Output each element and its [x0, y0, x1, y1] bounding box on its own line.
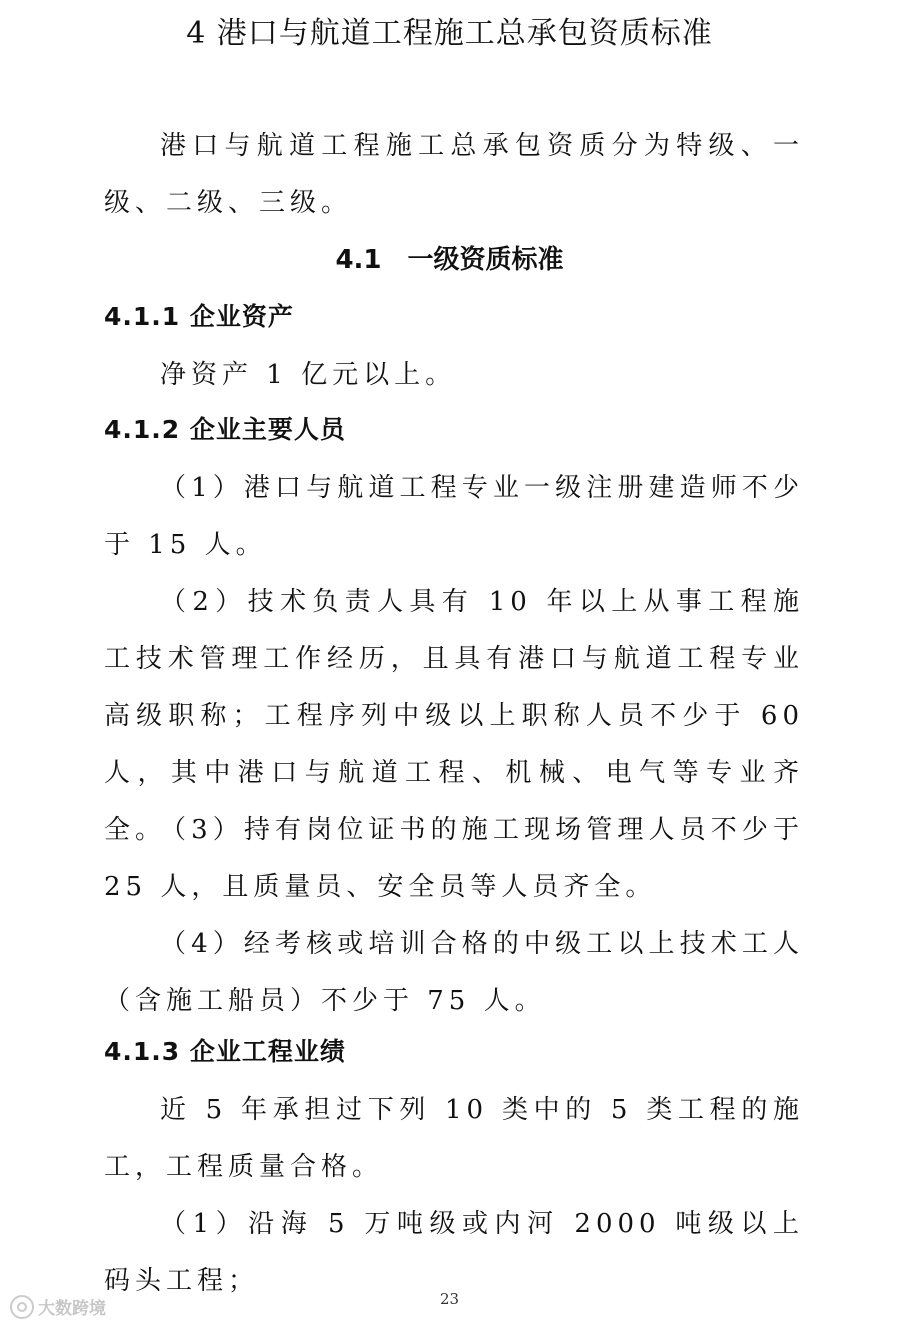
subsection-heading-4-1-2: 4.1.2 企业主要人员	[104, 415, 346, 444]
personnel-item-1: （1）港口与航道工程专业一级注册建造师不少于 15 人。	[104, 473, 804, 560]
subsection-heading-4-1-1: 4.1.1 企业资产	[104, 302, 294, 331]
section-heading-4-1: 4.1 一级资质标准	[335, 245, 564, 275]
watermark-text: 大数跨境	[38, 1299, 106, 1319]
document-title: 4 港口与航道工程施工总承包资质标准	[186, 16, 713, 51]
personnel-item-3: （3）持有岗位证书的施工现场管理人员不少于 25 人，且质量员、安全员等人员齐全。	[104, 815, 804, 902]
page-number: 23	[439, 1290, 460, 1308]
logo-swirl-icon	[10, 1295, 34, 1319]
subsection-heading-4-1-3: 4.1.3 企业工程业绩	[104, 1037, 346, 1066]
performance-paragraph: 近 5 年承担过下列 10 类中的 5 类工程的施工，工程质量合格。	[104, 1095, 804, 1182]
intro-paragraph: 港口与航道工程施工总承包资质分为特级、一级、二级、三级。	[104, 131, 804, 218]
watermark	[10, 1294, 106, 1319]
personnel-item-2: （2）技术负责人具有 10 年以上从事工程施工技术管理工作经历，且具有港口与航道工程专业高级职称；工程序列中级以上职称人员不少于 60 人，其中港口与航道工程、机械、电气等专业齐全。	[104, 587, 804, 845]
personnel-item-4: （4）经考核或培训合格的中级工以上技术工人（含施工船员）不少于 75 人。	[104, 929, 804, 1016]
paragraph-net-assets: 净资产 1 亿元以上。	[160, 360, 457, 390]
performance-item-1: （1）沿海 5 万吨级或内河 2000 吨级以上码头工程；	[104, 1209, 804, 1296]
